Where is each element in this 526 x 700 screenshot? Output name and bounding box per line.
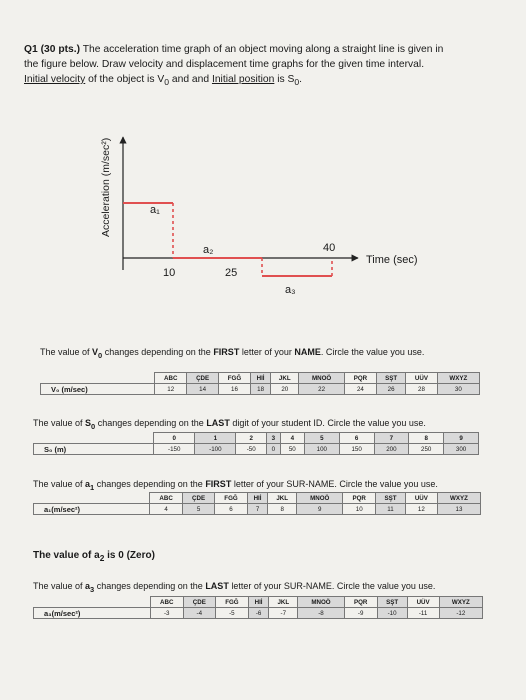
table-header-cell: SŞT (377, 373, 406, 384)
table-header-row (34, 433, 479, 444)
a3-s-c: changes depending on the (94, 581, 206, 591)
table-value-cell[interactable]: -11 (407, 608, 439, 619)
table-row-label: a₃(m/sec²) (34, 608, 151, 619)
tick-label-10: 10 (163, 267, 176, 279)
a2-note-sub: 2 (99, 553, 105, 563)
table-value-cell[interactable]: 14 (187, 384, 219, 395)
q3-text-f: . (299, 74, 303, 85)
table-value-cell[interactable]: -10 (377, 608, 407, 619)
table-header-cell: WXYZ (437, 373, 479, 384)
s0-s-c: changes depending on the (95, 418, 207, 428)
acceleration-time-graph (0, 0, 526, 330)
table-value-cell[interactable]: 20 (271, 384, 299, 395)
table-header-cell: MNOÖ (297, 493, 343, 504)
table-value-cell[interactable]: 150 (339, 444, 374, 455)
tick-label-25: 25 (225, 267, 238, 279)
table-header-cell: ÇDE (187, 373, 219, 384)
table-value-cell[interactable]: 300 (444, 444, 479, 455)
a3-s-b: a (85, 581, 91, 591)
table-value-cell[interactable]: 10 (343, 504, 376, 515)
table-header-cell: JKL (268, 493, 297, 504)
v0-instruction (40, 347, 424, 360)
table-header-cell: 3 (267, 433, 281, 444)
table-header-cell: ABC (155, 373, 187, 384)
table-header-cell: 8 (409, 433, 444, 444)
table-value-cell[interactable]: 12 (155, 384, 187, 395)
table-header-cell: MNOÖ (299, 373, 344, 384)
v0-s-e: letter of your (239, 347, 295, 357)
q3-sub2: 0 (294, 77, 300, 88)
s0-s-e: digit of your student ID. Circle the value you use. (229, 418, 426, 428)
question-line-1-text: The acceleration time graph of an object moving along a straight line is given in (80, 44, 444, 55)
table-value-cell[interactable]: 4 (150, 504, 183, 515)
table-header-cell: HIİ (251, 373, 271, 384)
table-value-cell[interactable]: 5 (183, 504, 215, 515)
table-header-row (34, 597, 483, 608)
table-value-cell[interactable]: 30 (437, 384, 479, 395)
table-header-cell: FGĞ (218, 373, 250, 384)
q3-text-c: and and (169, 74, 212, 85)
a2-note-a: The value of a (33, 550, 100, 561)
table-value-cell[interactable]: -5 (215, 608, 248, 619)
table-header-cell: FGĞ (215, 493, 248, 504)
table-header-cell: ÇDE (183, 597, 215, 608)
table-value-cell[interactable]: 8 (268, 504, 297, 515)
table-value-row (34, 504, 481, 515)
table-value-cell[interactable]: 16 (218, 384, 250, 395)
table-header-cell: 4 (280, 433, 304, 444)
table-value-row (34, 444, 479, 455)
question-label: Q1 (30 pts.) (24, 44, 81, 55)
table-value-cell[interactable]: 18 (251, 384, 271, 395)
table-value-cell[interactable]: -100 (195, 444, 236, 455)
table-value-cell[interactable]: 250 (409, 444, 444, 455)
table-value-cell[interactable]: -9 (344, 608, 377, 619)
a1-table (33, 492, 481, 515)
table-header-row (41, 373, 480, 384)
table-corner (34, 433, 154, 444)
tick-label-40: 40 (323, 242, 336, 254)
table-value-cell[interactable]: 0 (267, 444, 281, 455)
table-header-cell: 1 (195, 433, 236, 444)
a3-s-sub: 3 (90, 584, 95, 594)
table-header-cell: PQR (343, 493, 376, 504)
s0-s-sub: 0 (91, 421, 96, 431)
table-header-row (34, 493, 481, 504)
table-value-cell[interactable]: -150 (154, 444, 195, 455)
q3-text-b: of the object is V (85, 74, 165, 85)
table-header-cell: 6 (339, 433, 374, 444)
table-header-cell: 2 (236, 433, 267, 444)
s0-instruction (33, 418, 426, 431)
table-header-cell: SŞT (377, 597, 407, 608)
table-header-cell: WXYZ (439, 597, 482, 608)
table-header-cell: 9 (444, 433, 479, 444)
s0-table (33, 432, 479, 455)
table-header-cell: PQR (344, 597, 377, 608)
table-corner (34, 493, 150, 504)
a2-note (33, 550, 155, 563)
a3-label: a₃ (285, 284, 296, 296)
table-value-cell[interactable]: 24 (344, 384, 376, 395)
table-header-cell: 0 (154, 433, 195, 444)
v0-s-f: NAME (294, 347, 321, 357)
table-value-cell[interactable]: -50 (236, 444, 267, 455)
a3-instruction (33, 581, 435, 594)
a2-label: a₂ (203, 244, 214, 256)
table-header-cell: HIİ (247, 493, 267, 504)
a1-s-c: changes depending on the (94, 479, 206, 489)
table-corner (41, 373, 155, 384)
table-value-cell[interactable]: -8 (298, 608, 344, 619)
table-header-cell: ABC (150, 597, 183, 608)
v0-s-g: . Circle the value you use. (320, 347, 425, 357)
v0-s-sub: 0 (98, 350, 103, 360)
s0-s-b: S (85, 418, 92, 428)
a1-s-d: FIRST (205, 479, 232, 489)
table-value-cell[interactable]: -12 (439, 608, 482, 619)
table-header-cell: UÜV (406, 373, 438, 384)
table-corner (34, 597, 151, 608)
table-value-cell[interactable]: 50 (280, 444, 304, 455)
table-value-cell[interactable]: 6 (215, 504, 248, 515)
table-header-cell: 7 (374, 433, 409, 444)
table-value-cell[interactable]: 28 (406, 384, 438, 395)
table-value-cell[interactable]: -3 (150, 608, 183, 619)
table-row-label: S₀ (m) (34, 444, 154, 455)
x-axis-label: Time (sec) (366, 254, 418, 266)
a3-s-e: letter of your SUR-NAME. Circle the value you use. (228, 581, 436, 591)
table-value-cell[interactable]: 9 (297, 504, 343, 515)
table-value-row (41, 384, 480, 395)
table-value-row (34, 608, 483, 619)
q3-text-e: is S (274, 74, 295, 85)
s0-s-d: LAST (206, 418, 230, 428)
table-value-cell[interactable]: -6 (248, 608, 268, 619)
table-value-cell[interactable]: 12 (405, 504, 437, 515)
table-header-cell: ABC (150, 493, 183, 504)
table-header-cell: MNOÖ (298, 597, 344, 608)
table-header-cell: UÜV (407, 597, 439, 608)
table-value-cell[interactable]: 100 (304, 444, 339, 455)
v0-s-c: changes depending on the (102, 347, 214, 357)
a2-note-b: is 0 (Zero) (104, 550, 155, 561)
table-value-cell[interactable]: 22 (299, 384, 344, 395)
v0-s-a: The value of (40, 347, 93, 357)
s0-s-a: The value of (33, 418, 86, 428)
table-header-cell: PQR (344, 373, 376, 384)
table-value-cell[interactable]: -4 (183, 608, 215, 619)
table-header-cell: JKL (271, 373, 299, 384)
y-axis-label: Acceleration (m/sec²) (100, 137, 112, 237)
question-line-2: the figure below. Draw velocity and displacement time graphs for the given time interval. (24, 59, 425, 70)
table-header-cell: WXYZ (437, 493, 480, 504)
table-header-cell: FGĞ (215, 597, 248, 608)
a1-label: a₁ (150, 204, 160, 216)
table-row-label: a₁(m/sec²) (34, 504, 150, 515)
table-header-cell: 5 (304, 433, 339, 444)
table-value-cell[interactable]: 200 (374, 444, 409, 455)
v0-s-d: FIRST (213, 347, 240, 357)
initial-velocity-term: Initial velocity (24, 74, 86, 85)
initial-position-term: Initial position (211, 74, 275, 85)
table-header-cell: JKL (269, 597, 298, 608)
table-value-cell[interactable]: 11 (376, 504, 406, 515)
a1-s-b: a (85, 479, 91, 489)
table-value-cell[interactable]: -7 (269, 608, 298, 619)
a3-table (33, 596, 483, 619)
a1-s-a: The value of (33, 479, 86, 489)
a3-s-d: LAST (205, 581, 229, 591)
a1-instruction (33, 479, 438, 492)
v0-table (40, 372, 480, 395)
table-row-label: V₀ (m/sec) (41, 384, 155, 395)
a3-s-a: The value of (33, 581, 86, 591)
q3-sub1: 0 (164, 77, 170, 88)
table-value-cell[interactable]: 13 (437, 504, 480, 515)
a1-s-e: letter of your SUR-NAME. Circle the value you use. (231, 479, 438, 489)
v0-s-b: V (92, 347, 99, 357)
table-header-cell: SŞT (376, 493, 406, 504)
table-value-cell[interactable]: 7 (247, 504, 267, 515)
table-header-cell: ÇDE (183, 493, 215, 504)
a1-s-sub: 1 (90, 482, 95, 492)
table-value-cell[interactable]: 26 (377, 384, 406, 395)
table-header-cell: UÜV (405, 493, 437, 504)
table-header-cell: HIİ (248, 597, 268, 608)
